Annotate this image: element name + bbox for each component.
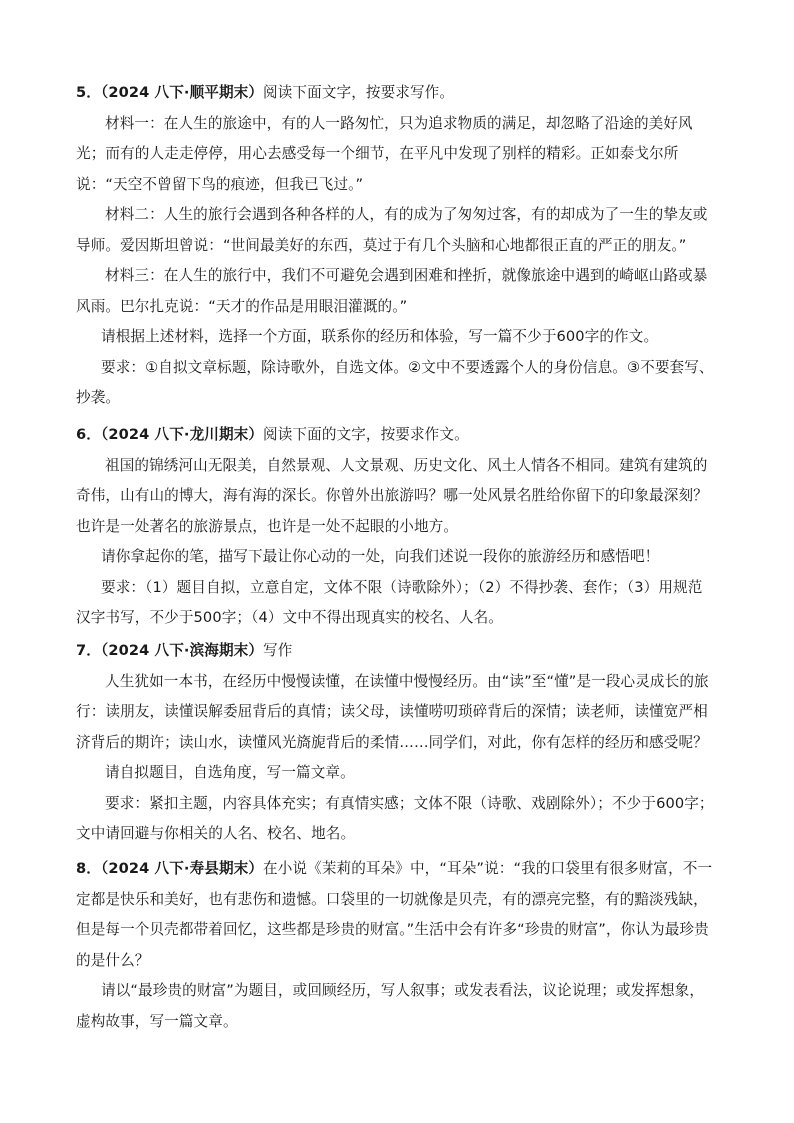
question-number: 5． — [76, 84, 101, 101]
task-instruction: 请自拟题目，自选角度，写一篇文章。 — [105, 764, 355, 781]
question-number: 7． — [76, 642, 101, 659]
question-8 — [76, 854, 716, 1037]
question-number: 8． — [76, 860, 101, 877]
question-source: （2024 八下·龙川期末） — [100, 426, 264, 443]
question-prompt: 阅读下面的文字，按要求作文。 — [263, 426, 469, 443]
question-source: （2024 八下·顺平期末） — [100, 84, 264, 101]
question-prompt: 阅读下面文字，按要求写作。 — [263, 84, 455, 101]
question-source: （2024 八下·滨海期末） — [100, 642, 264, 659]
question-number: 6． — [76, 426, 101, 443]
question-prompt: 写作 — [263, 642, 293, 659]
prompt-paragraph: 祖国的锦绣河山无限美，自然景观、人文景观、历史文化、风土人情各不相同。建筑有建筑的奇伟，山有山的博大，海有海的深长。你曾外出旅游吗？哪一处风景名胜给你留下的印象最深刻？也许是一处著名的旅游景点，也许是一处不起眼的小地方。 — [76, 456, 708, 535]
question-header — [76, 854, 716, 976]
requirements: 要求：①自拟文章标题，除诗歌外，自选文体。②文中不要透露个人的身份信息。③不要套写、抄袭。 — [76, 358, 714, 406]
prompt-paragraph: 人生犹如一本书，在经历中慢慢读懂，在读懂中慢慢经历。由“读”至“懂”是一段心灵成长的旅行：读朋友，读懂误解委屈背后的真情；读父母，读懂唠叨琐碎背后的深情；读老师，读懂宽严相济背后的期许；读山水，读懂风光旖旎背后的柔情……同学们，对此，你有怎样的经历和感受呢？ — [76, 672, 709, 751]
question-source: （2024 八下·寿县期末） — [100, 860, 264, 877]
question-5 — [76, 78, 716, 414]
material-3: 材料三：在人生的旅行中，我们不可避免会遇到困难和挫折，就像旅途中遇到的崎岖山路或暴风雨。巴尔扎克说：“天才的作品是用眼泪灌溉的。” — [76, 267, 708, 315]
task-instruction: 请根据上述材料，选择一个方面，联系你的经历和体验，写一篇不少于600字的作文。 — [101, 328, 659, 345]
requirements: 要求：（1）题目自拟，立意自定，文体不限（诗歌除外）；（2）不得抄袭、套作；（3）用规范汉字书写，不少于500字；（4）文中不得出现真实的校名、人名。 — [76, 578, 703, 626]
question-header — [76, 636, 716, 667]
task-instruction: 请你拿起你的笔，描写下最让你心动的一处，向我们述说一段你的旅游经历和感悟吧！ — [101, 548, 660, 565]
question-7 — [76, 636, 716, 850]
question-header — [76, 78, 716, 109]
question-6 — [76, 420, 716, 634]
task-instruction: 请以“最珍贵的财富”为题目，或回顾经历，写人叙事；或发表看法，议论说理；或发挥想象，虚构故事，写一篇文章。 — [76, 982, 705, 1030]
question-prompt: 在小说《茉莉的耳朵》中，“耳朵”说：“我的口袋里有很多财富，不一定都是快乐和美好，也有悲伤和遗憾。口袋里的一切就像是贝壳，有的漂亮完整，有的黯淡残缺，但是每一个贝壳都带着回忆，这些都是珍贵的财富。”生活中会有许多“珍贵的财富”，你认为最珍贵的是什么？ — [76, 860, 713, 969]
material-2: 材料二：人生的旅行会遇到各种各样的人，有的成为了匆匆过客，有的却成为了一生的挚友或导师。爱因斯坦曾说：“世间最美好的东西，莫过于有几个头脑和心地都很正直的严正的朋友。” — [76, 206, 708, 254]
material-1: 材料一：在人生的旅途中，有的人一路匆忙，只为追求物质的满足，却忽略了沿途的美好风光；而有的人走走停停，用心去感受每一个细节，在平凡中发现了别样的精彩。正如泰戈尔所说：“天空不曾留下鸟的痕迹，但我已飞过。” — [76, 114, 693, 193]
question-header — [76, 420, 716, 451]
requirements: 要求：紧扣主题，内容具体充实；有真情实感；文体不限（诗歌、戏剧除外）；不少于600字；文中请回避与你相关的人名、校名、地名。 — [76, 794, 714, 842]
